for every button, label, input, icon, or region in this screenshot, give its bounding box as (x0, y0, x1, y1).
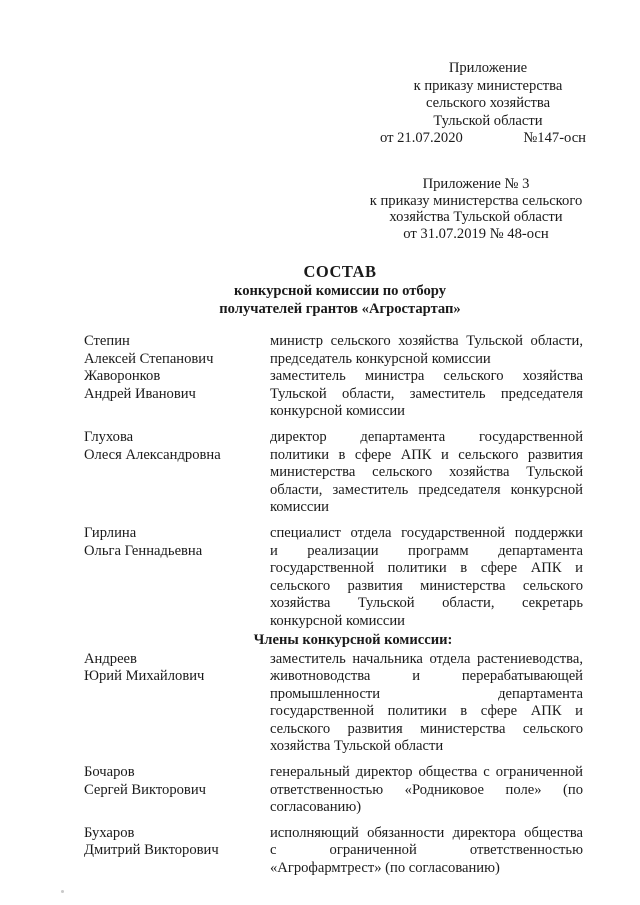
scan-speck (61, 890, 64, 893)
member-name (84, 333, 270, 368)
role-line: генеральный директор общества с ограниченной (270, 764, 583, 781)
appendix-header-original (352, 176, 600, 242)
role-line: государственной политики в сфере АПК и (270, 560, 583, 577)
member-role (270, 825, 583, 878)
document-title: СОСТАВ (303, 262, 377, 281)
role-line: ответственностью «Родниковое поле» (по (270, 781, 583, 798)
member-name (84, 825, 270, 878)
appendix-ministry-region: хозяйства Тульской области (389, 209, 563, 225)
appendix-order-ref: к приказу министерства (413, 77, 563, 94)
role-line: заместитель начальника отдела растениеводства, (270, 650, 583, 667)
member-surname: Глухова (84, 428, 134, 445)
role-line: хозяйства Тульской области (270, 738, 444, 755)
appendix-number-label: Приложение № 3 (422, 176, 530, 192)
role-line: с ограниченной ответственностью (270, 842, 583, 859)
member-row (84, 651, 584, 757)
members-section-heading: Члены конкурсной комиссии: (253, 631, 453, 648)
member-role (270, 525, 583, 631)
member-name (84, 368, 270, 421)
role-line: области, заместитель председателя конкурсной (270, 481, 583, 498)
role-line: сельского развития министерства сельского (270, 577, 583, 594)
member-surname: Степин (84, 333, 130, 349)
appendix-order-ref: к приказу министерства сельского (369, 192, 583, 209)
role-line: сельского развития министерства сельского (270, 720, 583, 737)
member-name (84, 525, 270, 631)
appendix-ministry: сельского хозяйства (425, 95, 551, 111)
member-surname: Жаворонков (84, 368, 161, 385)
document-heading (190, 262, 490, 318)
member-name (84, 651, 270, 757)
document-subtitle-line1: конкурсной комиссии по отбору (233, 283, 447, 299)
member-name (84, 429, 270, 517)
role-line: исполняющий обязанности директора общества (270, 824, 583, 841)
member-row (84, 429, 584, 517)
order-number: №147-осн (523, 130, 586, 146)
role-line: «Агрофармтрест» (по согласованию) (270, 860, 500, 877)
role-line: согласованию) (270, 799, 362, 816)
role-line: комиссии (270, 499, 329, 516)
role-line: министр сельского хозяйства Тульской области, (270, 333, 583, 349)
member-surname: Бухаров (84, 824, 135, 841)
member-name (84, 764, 270, 817)
appendix-date-line (378, 130, 598, 148)
member-surname: Андреев (84, 650, 137, 667)
member-row (84, 764, 584, 817)
member-surname: Бочаров (84, 764, 135, 781)
commission-list (84, 333, 584, 878)
member-given-name: Юрий Михайлович (84, 668, 205, 685)
role-line: председатель конкурсной комиссии (270, 350, 491, 367)
role-line: государственной политики в сфере АПК и (270, 703, 583, 720)
member-role (270, 368, 583, 421)
role-line: политики в сфере АПК и сельского развития (270, 446, 583, 463)
role-line: животноводства и перерабатывающей (270, 668, 583, 685)
member-given-name: Андрей Иванович (84, 385, 196, 402)
role-line: и реализации программ департамента (270, 542, 583, 559)
role-line: специалист отдела государственной поддержки (270, 524, 583, 541)
role-line: промышленности департамента (270, 685, 583, 702)
member-role (270, 651, 583, 757)
role-line: конкурсной комиссии (270, 612, 405, 629)
member-role (270, 333, 583, 368)
member-surname: Гирлина (84, 524, 137, 541)
role-line: хозяйства Тульской области, секретарь (270, 595, 583, 612)
member-row (84, 825, 584, 878)
member-given-name: Олеся Александровна (84, 446, 221, 463)
member-role (270, 764, 583, 817)
member-given-name: Дмитрий Викторович (84, 842, 219, 859)
member-row (84, 368, 584, 421)
member-row (84, 333, 584, 368)
appendix-region: Тульской области (433, 112, 543, 129)
role-line: министерства сельского хозяйства Тульской (270, 464, 583, 481)
member-given-name: Ольга Геннадьевна (84, 542, 203, 559)
member-row (84, 525, 584, 631)
role-line: директор департамента государственной (270, 428, 583, 445)
appendix-date-number: от 31.07.2019 № 48-осн (403, 225, 549, 242)
role-line: конкурсной комиссии (270, 403, 405, 420)
role-line: Тульской области, заместитель председателя (270, 385, 583, 402)
document-subtitle-line2: получателей грантов «Агростартап» (219, 301, 461, 317)
role-line: заместитель министра сельского хозяйства (270, 368, 583, 385)
member-given-name: Алексей Степанович (84, 350, 214, 367)
order-date: от 21.07.2020 (380, 130, 463, 146)
member-role (270, 429, 583, 517)
appendix-label: Приложение (448, 60, 528, 76)
member-given-name: Сергей Викторович (84, 781, 206, 798)
appendix-header-current (378, 60, 598, 148)
